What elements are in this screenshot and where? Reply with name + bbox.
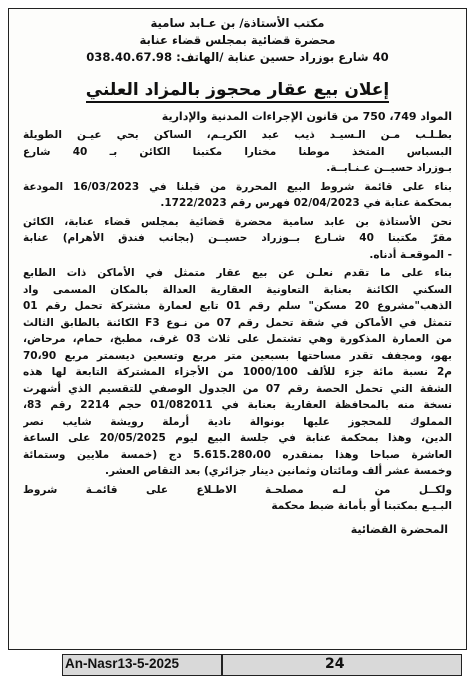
office-address: 40 شارع بوزراد حسين عنابة /الهاتف: 038.40.67.98 bbox=[86, 50, 389, 64]
text-line: بناء على ما تقدم نعلـن عن بيع عقار متمثل في الأماكن ذات الطابع bbox=[23, 267, 452, 279]
text-line: تتمثل في الأماكن في شقة تحمل رقم 07 من نـوع F3 الكائنة بالطابق الثالث bbox=[23, 316, 452, 329]
text-line: الشقة التي تحمل الحصة رقم 07 من الجدول الوصفي للتقسيم الذي أشهرت bbox=[23, 382, 452, 395]
text-line: نحن الأستاذة بن عابد سامية محضرة قضائية بمجلس قضاء عنابة، الكائن bbox=[23, 215, 452, 228]
text-line: المملوك للمحجوز عليها بونوالة نادية أرملة رويشة شايب نصر bbox=[23, 415, 452, 428]
newspaper-source: An-Nasr13-5-2025 bbox=[65, 656, 180, 671]
text-line: ولكــل من لـه مصلحـة الاطـلاع على قائمـة شروط bbox=[23, 483, 452, 496]
text-line: من العمارة المذكورة وهي تشتمل على ثلاث 03 غرف، مطبخ، حمام، مرحاض، bbox=[23, 333, 452, 345]
text-line: م2 نسبة مائة جزء للألف 1000/100 من الأجزاء المشتركة التابعة لها هذه bbox=[23, 366, 452, 378]
paragraph bbox=[23, 265, 452, 480]
paragraph bbox=[23, 214, 452, 264]
notice-title-wrap bbox=[23, 78, 452, 102]
notice-body bbox=[23, 127, 452, 515]
paragraph bbox=[23, 482, 452, 515]
paragraph bbox=[23, 179, 452, 212]
text-line: وخمسة عشر ألف ومائتان وثمانين دينار جزائري) بعد التقاص العشر. bbox=[104, 465, 452, 477]
text-line: بهو، ومجفف تقدر مساحتها بسبعين متر مربع وتسعين ديسمتر مربع 70،90 bbox=[23, 349, 452, 362]
text-line: مقرّ مكتبنا 40 شـارع بــوزراد حسيــن (بجانب فندق الأهرام) عنابة bbox=[23, 232, 452, 244]
signature: المحضرة القضائية bbox=[350, 522, 448, 536]
text-line: بطـلـب مـن الـسيـد ذيب عبد الكريـم، الساكن بحي عيـن الطويلة bbox=[23, 129, 452, 141]
page-number: 24 bbox=[325, 656, 345, 672]
page-footer bbox=[62, 654, 462, 676]
text-line: بناء على قائمة شروط البيع المحررة من قبلنا في 16/03/2023 المودعة bbox=[23, 180, 452, 193]
footer-divider bbox=[221, 655, 223, 675]
text-line: بمحكمة عنابة في 02/04/2023 فهرس رقم 1722/2023. bbox=[160, 197, 452, 209]
text-line: الذهب"مشروع 20 مسكن" سلم رقم 01 تابع لعمارة مشتركة تحمل رقم 01 bbox=[23, 300, 452, 312]
notice-page bbox=[8, 8, 467, 650]
legal-basis: المواد 749، 750 من قانون الإجراءات المدنية والإدارية bbox=[161, 110, 452, 123]
text-line: السكني الكائنة بعنابة التعاونية العقارية العدالة بالمكان المسمى واد bbox=[23, 283, 452, 296]
office-role: محضرة قضائية بمجلس قضاء عنابة bbox=[139, 33, 336, 47]
text-line: بـوزراد حسيــن عـنـابــة. bbox=[326, 162, 452, 174]
text-line: نسخة منه بالمحافظة العقارية بعنابة في 01/082011 حجم 2214 رقم 83، bbox=[23, 399, 452, 411]
paragraph bbox=[23, 127, 452, 177]
text-line: - الموقعـة أدناه. bbox=[369, 248, 452, 261]
text-line: الدين، وهذا بمحكمة عنابة في جلسة البيع ليوم 20/05/2025 على الساعة bbox=[23, 432, 452, 444]
notice-title: إعلان بيع عقار محجوز بالمزاد العلني bbox=[86, 80, 389, 103]
office-name: مكتب الأستاذة/ بن عـابد سامية bbox=[150, 16, 325, 30]
notice-content bbox=[23, 15, 452, 536]
text-line: البـيـع بمكتبنا أو بأمانة ضبط محكمة bbox=[271, 500, 452, 512]
text-line: العاشرة صباحا وهذا بمنقدره 5.615.280،00 دج (خمسة ملايين وستمائة bbox=[23, 448, 452, 461]
text-line: البسباس المتخذ موطنا مختارا مكتبنا الكائن بـ 40 شارع bbox=[23, 145, 452, 158]
